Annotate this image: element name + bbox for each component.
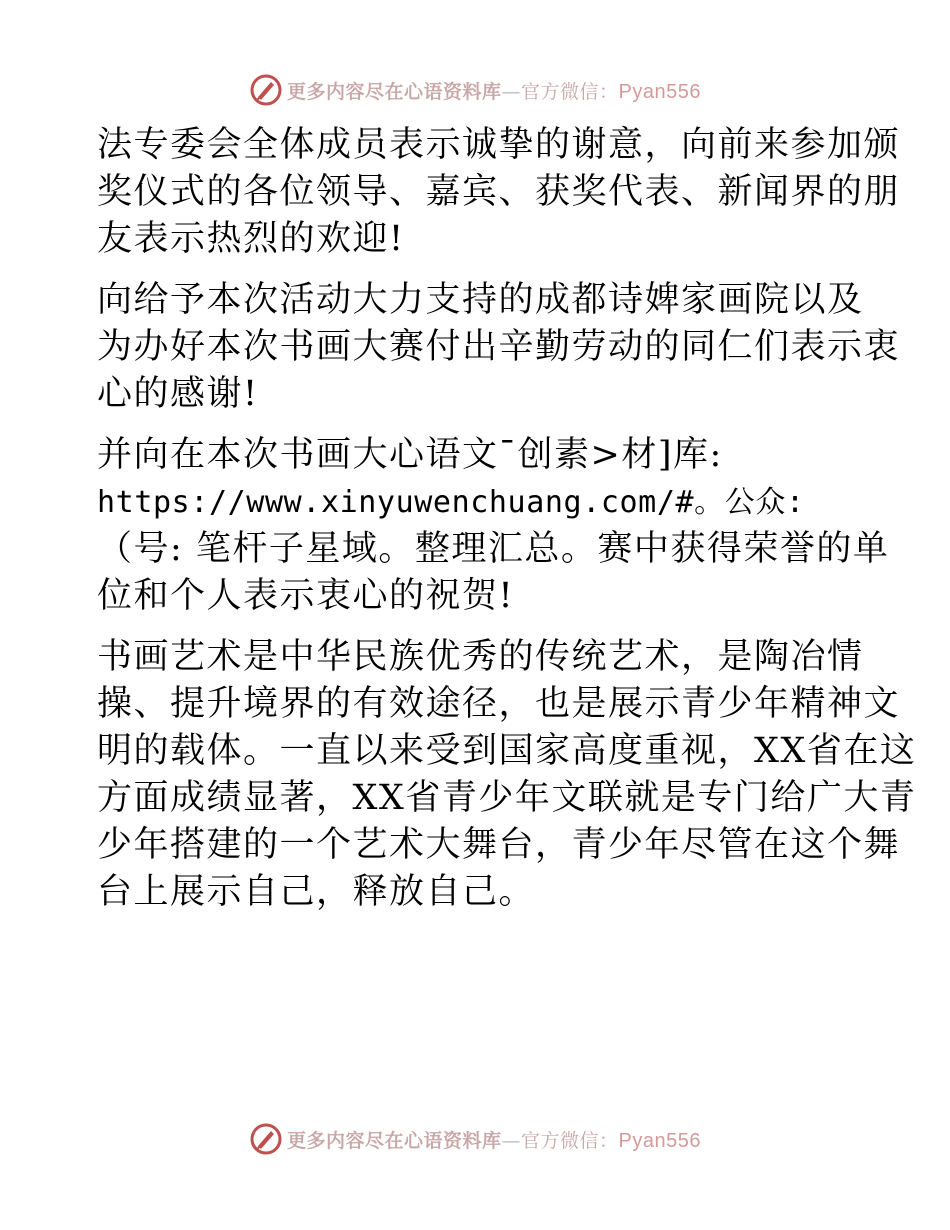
banner-main-text: 更多内容尽在心语资料库 xyxy=(287,1129,502,1152)
url-line: https://www.xinyuwenchuang.com/#。公众: xyxy=(97,485,805,520)
text-line: 方面成绩显著，XX省青少年文联就是专门给广大青 xyxy=(97,778,917,818)
paragraph-3 xyxy=(97,432,890,620)
footer-banner xyxy=(0,1119,950,1159)
banner-wechat-id: Pyan556 xyxy=(618,80,701,103)
quill-logo-icon xyxy=(249,73,283,107)
text-line: 并向在本次书画大心语文¯创素>材]库: xyxy=(97,435,723,475)
banner-wechat-id: Pyan556 xyxy=(618,1129,701,1152)
banner-separator: — xyxy=(501,80,522,103)
text-line: 操、提升境界的有效途径，也是展示青少年精神文 xyxy=(97,684,901,724)
header-banner xyxy=(0,70,950,110)
paragraph-1 xyxy=(97,122,901,263)
text-line: 向给予本次活动大力支持的成都诗婢家画院以及 xyxy=(97,280,864,320)
text-line: 书画艺术是中华民族优秀的传统艺术，是陶冶情 xyxy=(97,637,864,677)
paragraph-4 xyxy=(97,634,917,916)
text-line: 台上展示自己，释放自己。 xyxy=(97,872,536,912)
quill-logo-icon xyxy=(249,1122,283,1156)
text-line: 位和个人表示衷心的祝贺! xyxy=(97,576,515,616)
text-line: 为办好本次书画大赛付出辛勤劳动的同仁们表示衷 xyxy=(97,327,901,367)
text-line: 奖仪式的各位领导、嘉宾、获奖代表、新闻界的朋 xyxy=(97,172,901,212)
banner-wechat-label: 官方微信： xyxy=(521,1129,619,1152)
paragraph-2 xyxy=(97,277,901,418)
banner-text xyxy=(287,1126,701,1153)
text-line: 心的感谢! xyxy=(97,374,259,414)
banner-wechat-label: 官方微信： xyxy=(521,80,619,103)
banner-text xyxy=(287,77,701,104)
text-line: 明的载体。一直以来受到国家高度重视，XX省在这 xyxy=(97,731,917,771)
text-line: 法专委会全体成员表示诚挚的谢意，向前来参加颁 xyxy=(97,125,901,165)
document-body xyxy=(97,122,917,930)
text-line: 少年搭建的一个艺术大舞台，青少年尽管在这个舞 xyxy=(97,825,901,865)
text-line: 友表示热烈的欢迎! xyxy=(97,219,405,259)
text-line: （号: 笔杆子星域。整理汇总。赛中获得荣誉的单 xyxy=(97,529,890,569)
banner-main-text: 更多内容尽在心语资料库 xyxy=(287,80,502,103)
banner-separator: — xyxy=(501,1129,522,1152)
